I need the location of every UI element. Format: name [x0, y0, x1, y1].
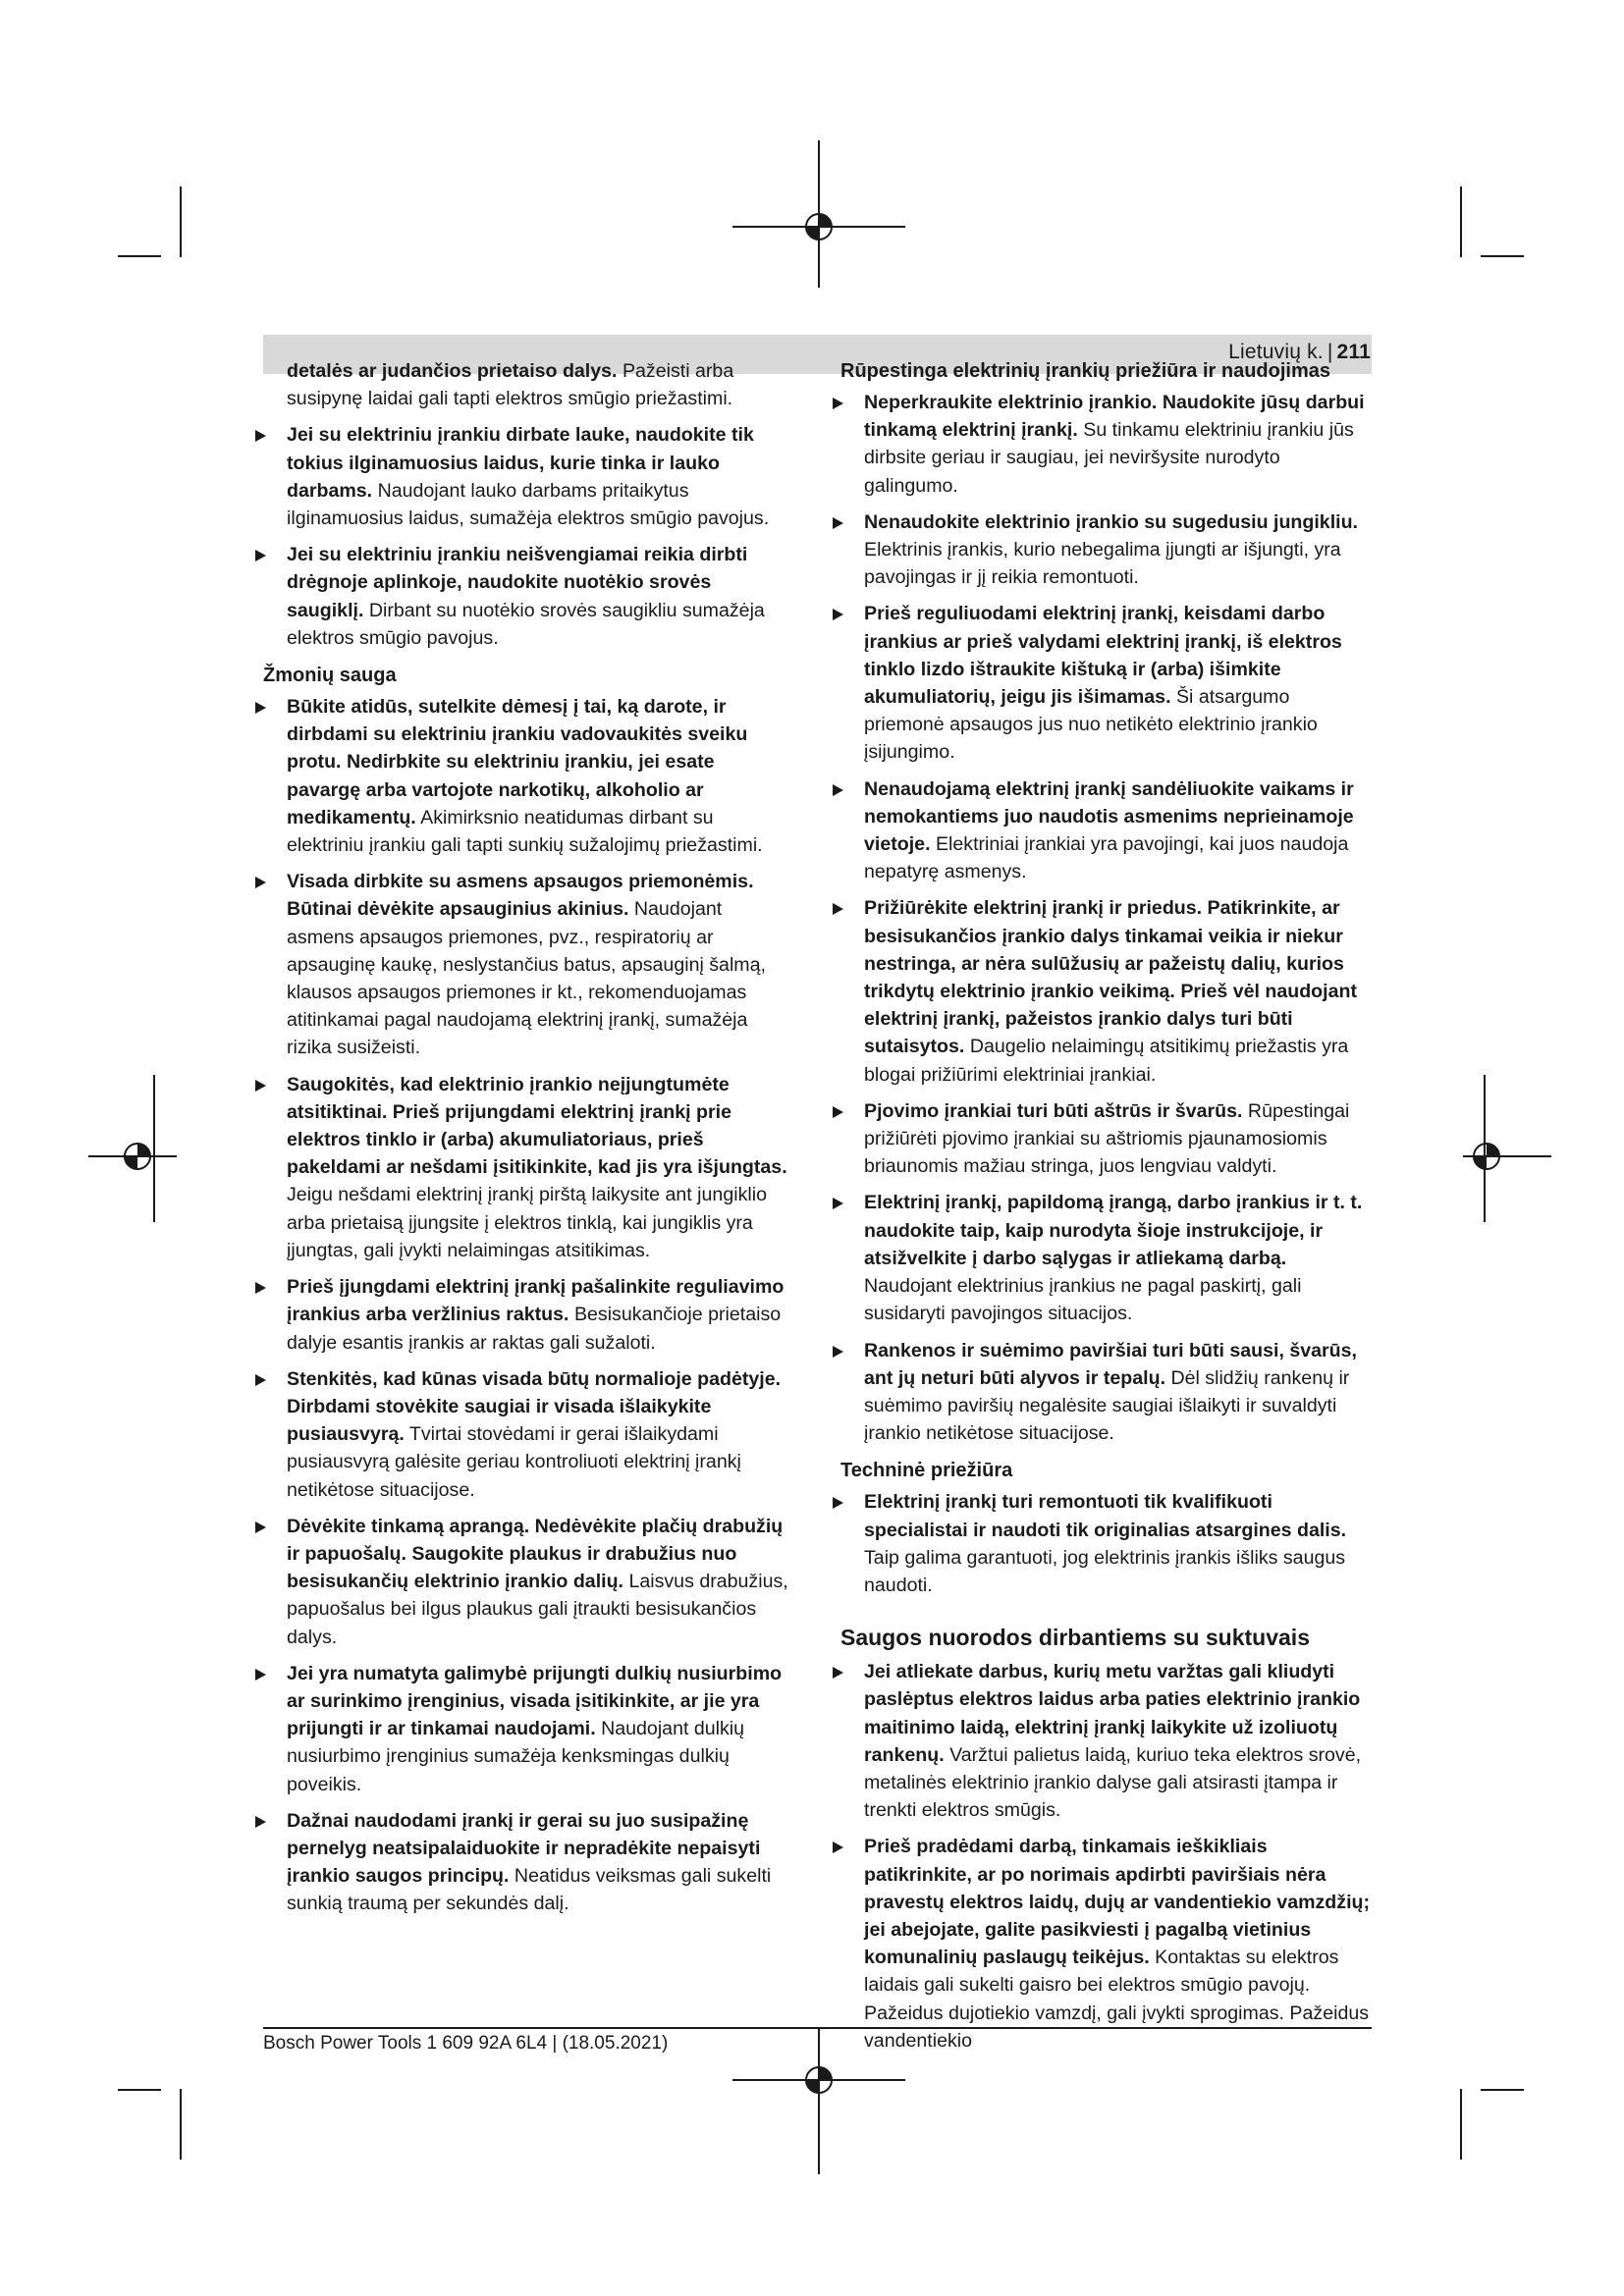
list-right-2	[840, 1488, 1371, 1599]
safety-instruction	[263, 1071, 793, 1264]
triangle-bullet-icon	[255, 1816, 266, 1828]
safety-instruction	[263, 868, 793, 1061]
instruction-text: Kontaktas su elektros laidais gali sukelti gaisro bei elektros smūgio pavojų. Pažeidus dujotiekio vamzdį, gali įvykti sprogimas. Pažeidus vandentiekio	[864, 1947, 1370, 2052]
instruction-text: Dėl slidžių rankenų ir suėmimo paviršių negalėsite saugiai išlaikyti ir suvaldyti įrankio netikėtose situacijose.	[864, 1366, 1350, 1445]
instruction-text: Jeigu nešdami elektrinį įrankį pirštą laikysite ant jungiklio arba prietaisą įjungsite į elektros tinklą, kai jungiklis yra įjungtas, gali įvykti nelaimingas atsitikimas.	[287, 1184, 767, 1261]
triangle-bullet-icon	[255, 1374, 266, 1386]
triangle-bullet-icon	[833, 609, 843, 620]
instruction-text: Elektriniai įrankiai yra pavojingi, kai juos naudoja nepatyrę asmenys.	[864, 833, 1349, 883]
crop-mark	[1481, 2089, 1524, 2091]
safety-instruction	[263, 541, 793, 652]
instruction-bold: Nenaudokite elektrinio įrankio su sugedusiu jungikliu.	[864, 510, 1358, 533]
instruction-bold: Dažnai naudodami įrankį ir gerai su juo susipažinę pernelyg neatsipalaiduokite ir nepradėkite nepaisyti įrankio saugos principų.	[287, 1809, 761, 1888]
instruction-bold: Prieš įjungdami elektrinį įrankį pašalinkite reguliavimo įrankius arba veržlinius raktus.	[287, 1276, 785, 1326]
instruction-text: Besisukančioje prietaiso dalyje esantis įrankis ar raktas gali sužaloti.	[287, 1304, 782, 1354]
instruction-text: Laisvus drabužius, papuošalus bei ilgus plaukus gali įtraukti besisukančios dalys.	[287, 1571, 788, 1648]
instruction-bold: Prieš pradėdami darbą, tinkamais ieškikliais patikrinkite, ar po norimais apdirbti paviršiais nėra pravestų elektros laidų, dujų ar vandentiekio vamzdžių; jei abejojate, galite pasikviesti į pagalbą vietinius komunalinių paslaugų teikėjus.	[864, 1836, 1371, 1969]
safety-instruction	[840, 1658, 1371, 1824]
triangle-bullet-icon	[833, 1667, 843, 1679]
instruction-text: Neatidus veiksmas gali sukelti sunkią traumą per sekundės dalį.	[287, 1865, 772, 1915]
instruction-text: Dirbant su nuotėkio srovės saugikliu sumažėja elektros smūgio pavojus.	[287, 599, 765, 649]
instruction-bold: Rankenos ir suėmimo paviršiai turi būti sausi, švarūs, ant jų neturi būti alyvos ir tepalų.	[864, 1339, 1357, 1389]
instruction-bold: Elektrinį įrankį turi remontuoti tik kvalifikuoti specialistai ir naudoti tik originalias atsargines dalis.	[864, 1491, 1347, 1541]
paragraph-continuation: detalės ar judančios prietaiso dalys. Pažeisti arba susipynę laidai gali tapti elektros smūgio priežastimi.	[287, 360, 734, 410]
list-left-1	[263, 421, 793, 652]
instruction-text: Daugelio nelaimingų atsitikimų priežastis yra blogai prižiūrimi elektriniai įrankiai.	[864, 1036, 1349, 1086]
instruction-bold: Pjovimo įrankiai turi būti aštrūs ir švarūs.	[864, 1099, 1243, 1122]
section-heading-screwdrivers: Saugos nuorodos dirbantiems su suktuvais	[840, 1625, 1310, 1651]
crop-mark	[180, 187, 182, 257]
safety-instruction	[840, 1097, 1371, 1181]
instruction-text: Elektrinis įrankis, kurio nebegalima įjungti ar išjungti, yra pavojingas ir jį reikia remontuoti.	[864, 539, 1341, 589]
instruction-bold: Neperkraukite elektrinio įrankio. Naudokite jūsų darbui tinkamą elektrinį įrankį.	[864, 392, 1365, 442]
safety-instruction	[840, 600, 1371, 766]
instruction-bold: Saugokitės, kad elektrinio įrankio neįjungtumėte atsitiktinai. Prieš prijungdami elektrinį įrankį prie elektros tinklo ir (arba) akumuliatoriaus, prieš pakeldami ar nešdami įsitikinkite, kad jis yra išjungtas.	[287, 1073, 787, 1179]
safety-instruction	[263, 693, 793, 859]
safety-instruction	[840, 1189, 1371, 1327]
instruction-bold: Nenaudojamą elektrinį įrankį sandėliuokite vaikams ir nemokantiems juo naudotis asmenims neprieinamoje vietoje.	[864, 777, 1354, 856]
registration-target-icon	[802, 2063, 836, 2097]
safety-instruction	[263, 1365, 793, 1504]
triangle-bullet-icon	[833, 398, 843, 409]
triangle-bullet-icon	[255, 1522, 266, 1533]
safety-instruction	[840, 508, 1371, 592]
triangle-bullet-icon	[833, 1497, 843, 1509]
instruction-bold: Jei su elektriniu įrankiu neišvengiamai reikia dirbti drėgnoje aplinkoje, naudokite nuotėkio srovės saugiklį.	[287, 544, 748, 621]
instruction-bold: Būkite atidūs, sutelkite dėmesį į tai, ką darote, ir dirbdami su elektriniu įrankiu vadovaukitės sveiku protu. Nedirbkite su elektriniu įrankiu, jei esate pavargę arba vartojote narkotikų, alkoholio ar medikamentų.	[287, 696, 748, 828]
safety-instruction	[840, 389, 1371, 500]
triangle-bullet-icon	[833, 1842, 843, 1853]
triangle-bullet-icon	[833, 1346, 843, 1358]
triangle-bullet-icon	[255, 1669, 266, 1681]
safety-instruction	[263, 1660, 793, 1798]
triangle-bullet-icon	[255, 430, 266, 442]
list-right-3	[840, 1658, 1371, 2055]
left-column	[263, 357, 793, 1927]
safety-instruction	[840, 1488, 1371, 1599]
header-language: Lietuvių k.	[1228, 341, 1324, 363]
triangle-bullet-icon	[255, 550, 266, 561]
footer-imprint: Bosch Power Tools 1 609 92A 6L4 | (18.05.2021)	[263, 2033, 669, 2054]
instruction-text: Rūpestingai prižiūrėti pjovimo įrankiai su aštriomis pjaunamosiomis briaunomis mažiau stringa, juos lengviau valdyti.	[864, 1099, 1350, 1178]
triangle-bullet-icon	[255, 1282, 266, 1294]
registration-line	[818, 2027, 820, 2174]
crop-mark	[1460, 2089, 1462, 2160]
triangle-bullet-icon	[255, 702, 266, 714]
triangle-bullet-icon	[255, 877, 266, 888]
list-right-1	[840, 389, 1371, 1447]
safety-instruction	[840, 1337, 1371, 1448]
triangle-bullet-icon	[255, 1080, 266, 1092]
triangle-bullet-icon	[833, 1198, 843, 1209]
instruction-bold: Jei su elektriniu įrankiu dirbate lauke, naudokite tik tokius ilginamuosius laidus, kurie tinka ir lauko darbams.	[287, 424, 754, 502]
instruction-text: Naudojant elektrinius įrankius ne pagal paskirtį, gali susidaryti pavojingos situacijos.	[864, 1275, 1302, 1325]
safety-instruction	[263, 1807, 793, 1918]
instruction-text: Tvirtai stovėdami ir gerai išlaikydami pusiausvyrą galėsite geriau kontroliuoti elektrinį įrankį netikėtose situacijose.	[287, 1423, 741, 1501]
page-header: Lietuvių k. | 211	[1228, 341, 1371, 363]
triangle-bullet-icon	[833, 1106, 843, 1118]
registration-target-icon	[1470, 1140, 1503, 1173]
safety-instruction	[840, 775, 1371, 886]
instruction-bold: Jei yra numatyta galimybė prijungti dulkių nusiurbimo ar surinkimo įrenginius, visada įsitikinkite, ar jie yra prijungti ir ar tinkamai naudojami.	[287, 1662, 783, 1740]
instruction-bold: Dėvėkite tinkamą aprangą. Nedėvėkite plačių drabužių ir papuošalų. Saugokite plaukus ir drabužius nuo besisukančių elektrinio įrankio dalių.	[287, 1515, 784, 1593]
instruction-bold: Prieš reguliuodami elektrinį įrankį, keisdami darbo įrankius ar prieš valydami elektrinį įrankį, iš elektros tinklo lizdo ištraukite kištuką ir (arba) išimkite akumuliatorių, jeigu jis išimamas.	[864, 603, 1342, 709]
page-number: 211	[1336, 341, 1371, 363]
right-column	[840, 357, 1371, 2063]
section-heading-people-safety: Žmonių sauga	[263, 665, 397, 687]
safety-instruction	[840, 894, 1371, 1088]
triangle-bullet-icon	[833, 784, 843, 796]
instruction-text: Ši atsargumo priemonė apsaugos jus nuo netikėto elektrinio įrankio įsijungimo.	[864, 686, 1318, 764]
instruction-text: Akimirksnio neatidumas dirbant su elektriniu įrankiu gali tapti sunkių sužalojimų priežastimi.	[287, 806, 763, 857]
triangle-bullet-icon	[833, 903, 843, 915]
crop-mark	[1460, 187, 1462, 257]
instruction-bold: Visada dirbkite su asmens apsaugos priemonėmis. Būtinai dėvėkite apsauginius akinius.	[287, 871, 754, 921]
instruction-bold: Prižiūrėkite elektrinį įrankį ir priedus. Patikrinkite, ar besisukančios įrankio dalys tinkamai veikia ir niekur nestringa, ar nėra sulūžusių ar pažeistų dalių, kurios trikdytų elektrinio įrankio veikimą. Prieš vėl naudojant elektrinį įrankį, pažeistos įrankio dalys turi būti sutaisytos.	[864, 897, 1357, 1058]
section-heading-service: Techninė priežiūra	[840, 1460, 1013, 1482]
crop-mark	[180, 2089, 182, 2160]
footer-rule	[263, 2027, 1372, 2029]
instruction-bold: Elektrinį įrankį, papildomą įrangą, darbo įrankius ir t. t. naudokite taip, kaip nurodyta šioje instrukcijoje, ir atsižvelkite į darbo sąlygas ir atliekamą darbą.	[864, 1192, 1363, 1269]
section-heading-care: Rūpestinga elektrinių įrankių priežiūra ir naudojimas	[840, 360, 1331, 382]
registration-target-icon	[121, 1140, 154, 1173]
crop-mark	[118, 255, 161, 257]
instruction-bold: Jei atliekate darbus, kurių metu varžtas gali kliudyti paslėptus elektros laidus arba paties elektrinio įrankio maitinimo laidą, elektrinį įrankį laikykite už izoliuotų rankenų.	[864, 1661, 1361, 1766]
instruction-text: Naudojant lauko darbams pritaikytus ilginamuosius laidus, sumažėja elektros smūgio pavojus.	[287, 479, 770, 530]
list-left-2	[263, 693, 793, 1918]
safety-instruction	[263, 1273, 793, 1357]
instruction-text: Varžtui palietus laidą, kuriuo teka elektros srovė, metalinės elektrinio įrankio dalyse gali atsirasti įtampa ir trenkti elektros smūgis.	[864, 1743, 1362, 1822]
instruction-bold: Stenkitės, kad kūnas visada būtų normalioje padėtyje. Dirbdami stovėkite saugiai ir visada išlaikykite pusiausvyrą.	[287, 1367, 782, 1446]
registration-target-icon	[802, 210, 836, 243]
instruction-text: Naudojant dulkių nusiurbimo įrenginius sumažėja kenksmingas dulkių poveikis.	[287, 1718, 745, 1795]
instruction-text: Naudojant asmens apsaugos priemones, pvz., respiratorių ar apsauginę kaukę, neslystančius batus, apsauginį šalmą, klausos apsaugos priemones ir kt., rekomenduojamas atitinkamai pagal naudojamą elektrinį įrankį, sumažėja rizika susižeisti.	[287, 898, 766, 1059]
instruction-text: Taip galima garantuoti, jog elektrinis įrankis išliks saugus naudoti.	[864, 1546, 1346, 1596]
crop-mark	[1481, 255, 1524, 257]
crop-mark	[118, 2089, 161, 2091]
safety-instruction	[840, 1833, 1371, 2055]
safety-instruction	[263, 1513, 793, 1651]
safety-instruction	[263, 421, 793, 532]
instruction-text: Su tinkamu elektriniu įrankiu jūs dirbsite geriau ir saugiau, jei neviršysite nurodyto galingumo.	[864, 419, 1354, 497]
triangle-bullet-icon	[833, 517, 843, 529]
